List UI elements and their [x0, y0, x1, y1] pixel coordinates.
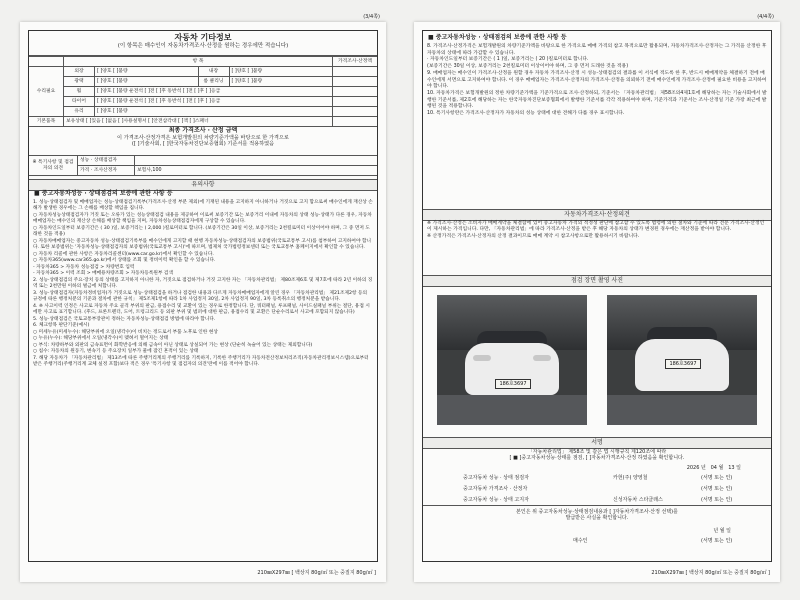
document-page-3: [20, 14, 386, 582]
buyer-line: 본인은 위 중고자동차성능·상태점검내용과 [ ]자동차가격조사·산정 선택)를: [516, 509, 678, 515]
sign-name: 카헌(주) 양영철: [613, 475, 648, 481]
photo-title: 점검 장면 촬영 사진: [423, 275, 771, 287]
sign-check: [ ■ ]중고자동차성능·상태를 점검, [ ]자동차가격조사·산정 하였음을 확인합니다.: [509, 455, 685, 462]
sign-name: 신성자동차 스타클래스: [613, 497, 663, 503]
paragraph: 9. 매매업자는 매수인이 가격조사·산정을 원할 경우 자동차 가격조사·산정 시 성능·상태점검의 결과를 이 서식에 적도록 한 후, 반드시 매매계약을 체결하기 전에 매수인에게 서면으로 고지하여야 합니다. 이 경우 매매업자는 가격조사·산정자의 가격조사·산정을 의뢰하기 전에 매수인에게 가격조사·산정에 필요한 비용을 고지하여야 합니다.: [427, 70, 767, 90]
page-footer: 210㎜X297㎜ [ 백상지 80g/㎡ 또는 중질지 80g/㎡ ]: [651, 569, 770, 576]
row-status: [ ]양호 [ ]불량: [229, 77, 333, 87]
row-status: [ ]양호 [ ]불량: [95, 67, 199, 77]
special-opinion-table: [29, 155, 377, 176]
basic-items-label: 기본품목: [29, 117, 64, 127]
final-price-source: ([ ]기술사회, [ ]한국자동차진단보증협회) 기준서를 적용하였음: [131, 141, 275, 147]
date-day: 13 일: [728, 465, 741, 471]
opinion-text: ※ 가격조사·산정은 소비자가 매매계약을 체결함에 있어 중고자동차 가격의 적정성 판단에 참고할 수 있도록 법령에 의한 절차와 기준에 따라 전문 가격조사·산정인이 제시하는 가격입니다. 다만, 「자동차관리법」에 따라 가격조사·산정을 받은 후 해당 자동차의 상태가 변경된 경우에는 재산정을 받아야 합니다.: [427, 221, 765, 233]
date-year: 2026 년: [686, 465, 706, 471]
row-label: 외장: [64, 67, 95, 77]
page-number: (3/4쪽): [363, 14, 380, 20]
paragraph: 10. 자동차가격은 보험개발원의 정한 차량기준가액을 기준가격으로 조사·산정하되, 기준서는 「자동차관리법」 제58조의4제1호에 해당하는 자는 기술사회에서 발행한 기준서를, 제2호에 해당하는 자는 한국자동차진단보증협회에서 발행한 기준서를 각각 적용하여야 하며, 기준가격과 기준서는 조사·산정일 기준 가장 최근에 발행된 것을 적용합니다.: [427, 90, 767, 110]
special-label: ※ 특기사항 및 점검자의 의견: [29, 156, 78, 176]
buyer-block: [423, 505, 771, 548]
license-plate: 186호3697: [495, 379, 531, 389]
front-photo: [437, 295, 587, 425]
sign-law: 「자동차관리법」 제58조 및 같은 법 시행규칙 제120조에 따라: [527, 449, 667, 455]
sign-mark: (서명 또는 인): [701, 497, 733, 503]
title-block: [29, 33, 377, 56]
paragraph: - 자동차365 > 자동차 성능점검 > 차량번호 입력: [33, 264, 135, 270]
paragraph: 4. ※ 사고이력 인정은 사고로 자동차 주요 골격 부위의 판금, 용접수리 및 교환이 있는 경우로 한정합니다. 단, 쿼터패널, 루프패널, 사이드실패널 부위는 절단, 용접 시에만 사고로 표기합니다. (후드, 프론트펜더, 도어, 트렁크리드 등 외판 부위 및 범퍼에 대한 판금, 용접수리 및 교환은 단순수리로서 사고에 포함되지 않습니다): [33, 303, 370, 316]
paragraph: ○ 침수: 자동차의 원동기, 변속기 등 주요장치 일부가 물에 잠긴 흔적이 있는 상태: [33, 349, 199, 355]
paragraph: 7. 해당 자동차가 「자동차관리법」 제13조에 따른 주행거리계의 주행거리를 기록하지, 기록한 주행거리가 자동차전산정보처리조직(자동차관리정보시스템)으로부터 받은 주행거리(주행거리계 교체 실정 포함)보다 적은 경우 '특기사항 및 점검자의 의견'란에 이를 적어야 합니다.: [33, 355, 369, 368]
row-label: 휠: [64, 87, 95, 97]
row-label: 타이어: [64, 97, 95, 107]
sign-role: 중고자동차 성능 · 상태 고지자: [463, 497, 529, 503]
opinion-note: ※ 산정가격은 가격조사·산정자의 산정 결과이므로 매매 계약 시 참고사항으로만 활용하시기 바랍니다.: [427, 233, 640, 239]
photo-area: [423, 287, 771, 437]
document-page-4: [414, 14, 780, 582]
sign-date: [687, 465, 741, 471]
buyer-mark: (서명 또는 인): [701, 537, 733, 544]
table-header: 항 목: [64, 57, 333, 67]
paragraph: ○ 누유(누수): 해당부위에서 오일(냉각수)이 맺혀서 떨어지는 상태: [33, 336, 169, 342]
liability-title: ■ 중고자동차성능 · 상태점검의 보증에 관한 사항 등: [34, 190, 173, 197]
paragraph: ○ 자동차매매업자는 중고자동차 성능·상태점검기록부를 매수인에게 고지할 때 현행 자동차성능·상태점검자의 보증범위(국토교통부 고시)를 첨부하여 고지하여야 합니다. 또한 보증범위는 '자동차성능·상태점검자의 보증범위(국토교통부 고시)'에 따르며, 법제처 국가법령정보센터 또는 국토교통부 홈페이지에서 확인할 수 있습니다.: [33, 238, 372, 251]
row-label: 룸 클리닝: [198, 77, 229, 87]
liability-paragraphs: [33, 200, 373, 369]
price-value: 보험사,100: [135, 166, 378, 176]
paragraph: 6. 체크항목 판단기준(예시): [33, 323, 90, 329]
opinion-block: [427, 221, 767, 240]
row-status: [ ]양호 [ ]불량: [95, 77, 199, 87]
row-status: [ ]양호 [ ]불량: [229, 67, 333, 77]
buyer-label: 매수인: [573, 537, 588, 544]
sign-mark: (서명 또는 인): [701, 486, 733, 492]
paragraph: ○ 자동차365(www.car365.go.kr)에서 상태를 조회 및 정비이력 확인을 할 수 있습니다.: [33, 258, 216, 264]
liability-title: ■ 중고자동차성능 · 상태점검의 보증에 관한 사항 등: [428, 34, 567, 41]
paragraph: ○ 자동차 리콜에 관한 사항은 자동차리콜센터(www.car.go.kr)에서 확인할 수 있습니다.: [33, 251, 214, 257]
paragraph: 3. 성능·상태점검자(자동차정비업자)가 거짓으로 성능·상태점검을 하거나 점검한 내용과 다르게 자동차매매업자에게 알린 경우 「자동차관리법」 제21조제2항 등의 규정에 따른 행정처분의 기준과 절차에 관한 규칙」 제5조제1항에 따라 1차 사업정지 30일, 2차 사업정지 90일, 3차 등록취소의 행정처분을 받습니다.: [33, 290, 368, 303]
row-status: [ ]양호 [ ]불량: [95, 107, 333, 117]
basic-items: 보유상태 [ ]있음 [ ]없음 [ ]사용설명서 [ ]안전삼각대 [ ]잭 [ ]스패너: [64, 117, 333, 127]
price-label: 가격 · 조사산정자: [78, 166, 135, 176]
paragraph: - 자동차365 > 이력 조회 > 매매용차량조회 > 자동차등록원부 검색: [33, 271, 173, 277]
paragraph: 1. 성능·상태점검자 및 매매업자는 성능·상태점검기록부(가격조사·산정 부분 제외)에 기재된 내용을 고지하지 아니하거나 거짓으로 고지 함으로써 매수인에게 재산상 손해가 발생한 경우에는 그 손해를 배상할 책임을 집니다.: [33, 200, 373, 212]
notice-title: 유의사항: [29, 179, 377, 191]
paragraph: · 자동차인도일부터 보증기간은 ( 1 )일, 보증거리는 ( 20 )킬로미터로 합니다.: [427, 57, 589, 63]
rear-photo: [607, 295, 757, 425]
page-subtitle: (이 항목은 매수인이 자동차가격조사·산정을 원하는 경우에만 적습니다): [117, 43, 289, 49]
sign-role: 중고자동차 성능 · 상태 점검자: [463, 475, 529, 481]
inspector-label: 성능 · 상태점검자: [78, 156, 135, 166]
paragraph: ○ 미세누유(미세누수): 해당부위에 오일(냉각수)이 비치는 정도로서 부품 노후로 인한 현상: [33, 329, 218, 335]
paragraph: ○ 자동차성능상태점검자가 거짓 또는 오류가 있는 성능상태점검 내용을 제공하여 이로써 보증기간 또는 보증거리 이내에 자동차의 상태 성능·상태가 다른 경우, 자동차매매업자는 매수인의 재산상 손해를 배상할 책임을 지며, 자동차성능상태점검자에게 구상할 수 있습니다.: [33, 212, 372, 225]
paragraph: ○ 자동차인도일부터 보증기간은 ( 30 )일, 보증거리는 ( 2,000 )킬로미터로 합니다. (보증기간은 30일 이상, 보증거리는 2천킬로미터 이상이어야 하며, 그 중 먼저 도래한 것을 적용): [33, 225, 370, 238]
row-status: [ ]양호 [ ]불량 운전석 [ ]전 [ ]후 동반석 [ ]전 [ ]후 [ ]응급: [95, 97, 333, 107]
row-label: 내장: [198, 67, 229, 77]
repair-table: [29, 56, 377, 127]
paragraph: ○ 부식: 차량하부와 외판의 금속표면이 화학반응에 의해 금속이 아닌 상태로 상실되어 가는 현상 (단순히 녹슬어 있는 상태는 제외합니다): [33, 342, 313, 348]
table-side-header: 가격조사·산정액: [333, 57, 378, 67]
liability-paragraphs: [427, 44, 767, 118]
row-status: [ ]양호 [ ]불량 운전석 [ ]전 [ ]후 동반석 [ ]전 [ ]후 [ ]응급: [95, 87, 333, 97]
row-label: 유리: [64, 107, 95, 117]
paragraph: 10. 특기사항란은 가격조사·산정자가 자동차의 성능 상태에 대한 견해가 다를 경우 표시합니다.: [427, 111, 625, 117]
sign-title: 서명: [423, 437, 771, 449]
page-footer: 210㎜X297㎜ [ 백상지 80g/㎡ 또는 중질지 80g/㎡ ]: [257, 569, 376, 576]
buyer-date: 년 월 일: [713, 527, 731, 534]
date-month: 04 월: [710, 465, 724, 471]
final-price-block: [29, 127, 377, 148]
sign-role: 중고자동차 가격조사 · 산정자: [463, 486, 528, 492]
page-frame: [422, 30, 772, 562]
sign-block: [423, 449, 771, 503]
opinion-title: 자동차가격조사·산정의견: [423, 209, 771, 221]
license-plate: 186호3697: [665, 359, 701, 369]
final-price-title: 최종 가격조사 · 산정 금액: [168, 127, 238, 134]
page-title: 자동차 기타정보: [174, 33, 232, 42]
buyer-line2: 발급받은 사실을 확인합니다.: [565, 515, 629, 522]
paragraph: (보증기간은 30일 이상, 보증거리는 2천킬로미터 이상이어야 하며, 그 중 먼저 도래한 것을 적용): [427, 64, 629, 70]
paragraph: 5. 성능·상태점검은 국토교통부장관이 정하는 자동차성능·상태점검 방법에 따라야 합니다.: [33, 316, 216, 322]
paragraph: 2. 성능·상태점검의 주요·장치 등의 상태를 고지하지 아니한 자, 거짓으로 점검하거나 거짓 고지한 자는 「자동차관리법」 제80조제6호 및 제7호에 따라 2년 이하의 징역 또는 2천만원 이하의 벌금에 처합니다.: [33, 277, 373, 290]
page-number: (4/4쪽): [757, 14, 774, 20]
row-label: 광택: [64, 77, 95, 87]
final-price-desc: 이 가격조사·산정가격은 보험개발원의 차량기준가액을 바탕으로 한 가격으로: [117, 134, 289, 141]
sign-mark: (서명 또는 인): [701, 475, 733, 481]
section-label: 수리필요: [29, 67, 64, 117]
page-frame: [28, 30, 378, 562]
paragraph: 8. 가격조사·산정가격은 보험개발원의 차량기준가액을 바탕으로 한 가격으로 매매 가격의 참고 목적으로만 활용되며, 자동차가격조사·산정자는 그 가격을 산정한 후 자동차의 상태에 따라 가감할 수 있습니다.: [427, 44, 767, 56]
